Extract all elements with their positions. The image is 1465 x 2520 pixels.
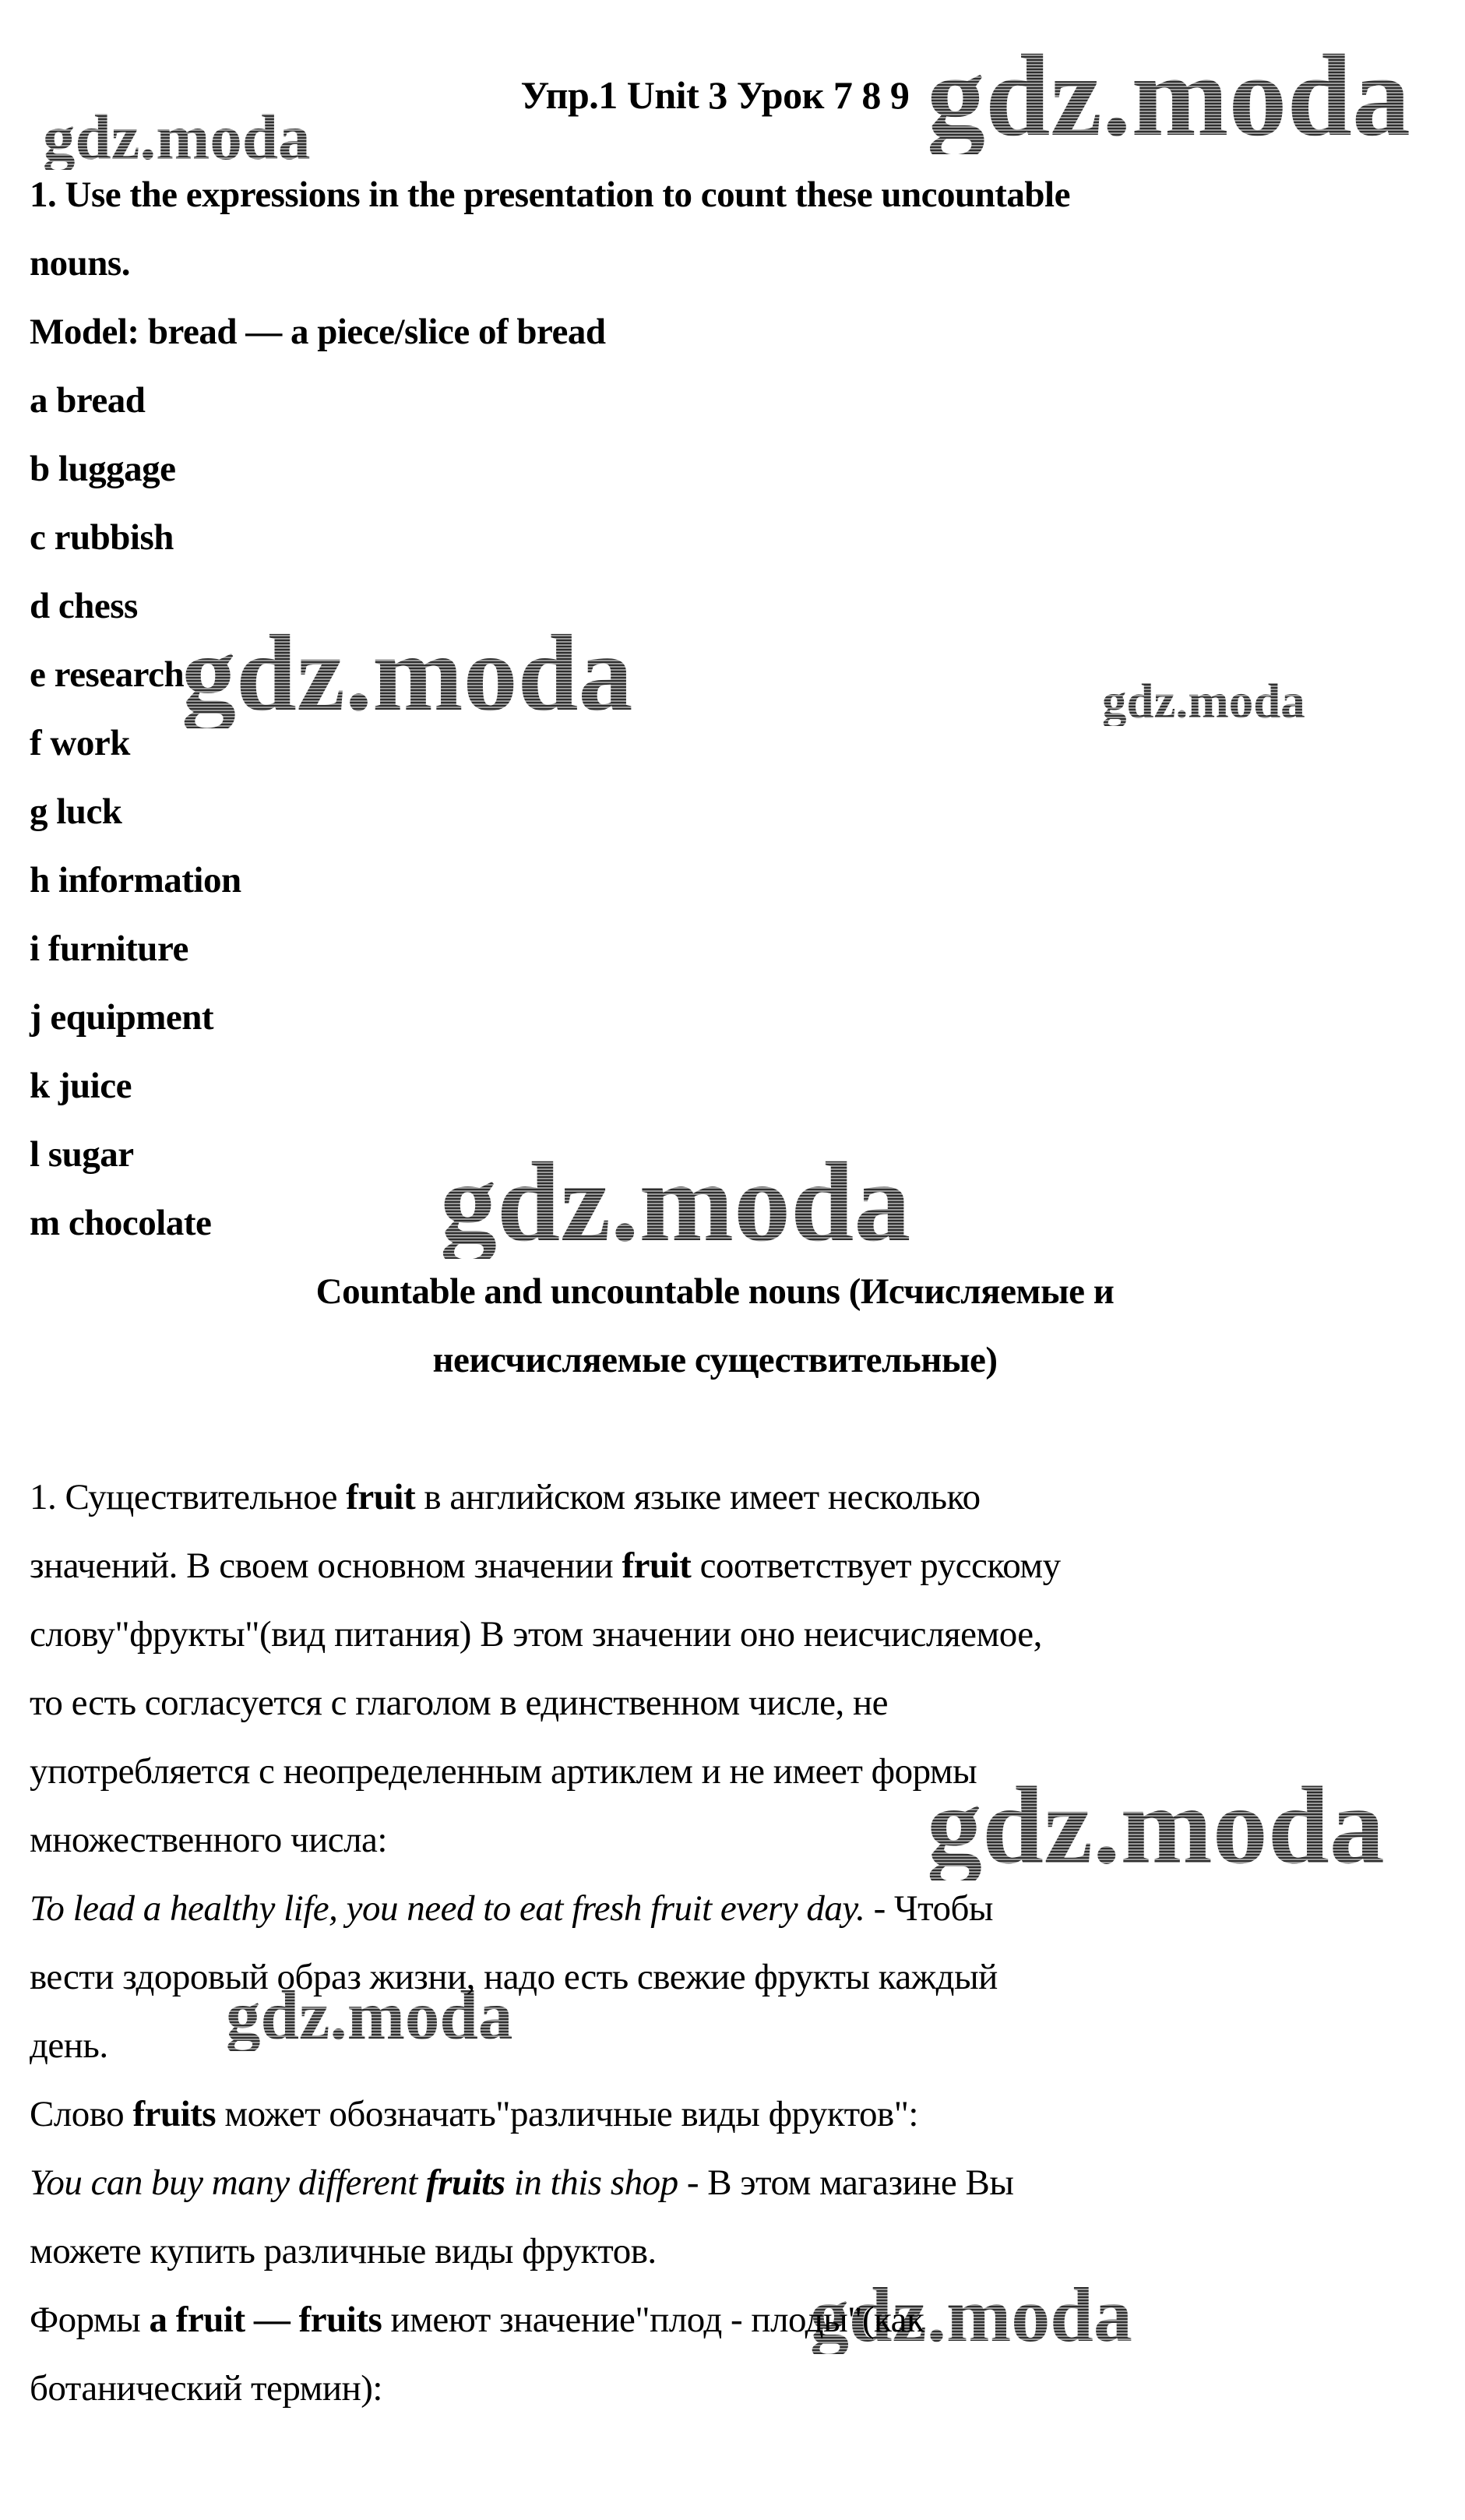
- text-run: You can buy many different: [30, 2162, 427, 2203]
- text-run: то есть согласуется с глаголом в единственном числе, не: [30, 1683, 888, 1723]
- text-line: [30, 1806, 1400, 1874]
- text-run: d chess: [30, 586, 138, 626]
- text-run: Формы: [30, 2300, 150, 2340]
- watermark-gdz-moda: gdz.moda: [440, 1139, 911, 1265]
- watermark-gdz-moda: gdz.moda: [810, 2272, 1132, 2358]
- text-run: b luggage: [30, 449, 176, 489]
- text-run: Model: bread — a piece/slice of bread: [30, 312, 606, 352]
- text-run: m chocolate: [30, 1203, 212, 1243]
- text-run: i furniture: [30, 929, 188, 969]
- text-line: [30, 366, 1400, 435]
- text-run: - Чтобы: [865, 1888, 994, 1929]
- text-run: множественного числа:: [30, 1820, 387, 1860]
- text-line: [30, 1257, 1400, 1326]
- watermark-gdz-moda: gdz.moda: [927, 31, 1410, 160]
- watermark-gdz-moda: gdz.moda: [927, 1764, 1385, 1887]
- text-line: [30, 435, 1400, 503]
- document-content: [30, 160, 1400, 2423]
- text-run: соответствует русскому: [691, 1545, 1061, 1586]
- text-run: употребляется с неопределенным артиклем и не имеет формы: [30, 1751, 977, 1792]
- text-line: [30, 1737, 1400, 1806]
- blank-line: [30, 1394, 1400, 1463]
- text-line: [30, 1600, 1400, 1669]
- text-run: in this shop: [505, 2162, 678, 2203]
- text-line: [30, 1874, 1400, 1943]
- text-run: a fruit — fruits: [149, 2300, 382, 2340]
- text-line: [30, 2217, 1400, 2286]
- text-line: [30, 2354, 1400, 2423]
- text-run: можете купить различные виды фруктов.: [30, 2231, 657, 2272]
- text-line: [30, 1531, 1400, 1600]
- watermark-gdz-moda: gdz.moda: [226, 1978, 513, 2054]
- text-line: [30, 503, 1400, 572]
- text-run: 1. Use the expressions in the presentation to count these uncountable: [30, 174, 1070, 215]
- text-run: f work: [30, 723, 130, 763]
- text-run: e research: [30, 654, 185, 695]
- text-run: fruits: [132, 2094, 217, 2134]
- text-line: [30, 160, 1400, 229]
- text-run: вести здоровый образ жизни, надо есть свежие фрукты каждый: [30, 1957, 998, 1997]
- text-run: fruit: [346, 1477, 416, 1517]
- text-line: [30, 709, 1400, 777]
- text-line: [30, 298, 1400, 366]
- text-line: [30, 2080, 1400, 2148]
- text-run: c rubbish: [30, 517, 174, 558]
- text-line: [30, 915, 1400, 983]
- text-run: l sugar: [30, 1134, 134, 1175]
- watermark-gdz-moda: gdz.moda: [181, 613, 633, 734]
- text-line: [30, 1326, 1400, 1394]
- text-run: может обозначать"различные виды фруктов":: [216, 2094, 918, 2134]
- text-run: имеют значение"плод - плоды"(как: [382, 2300, 924, 2340]
- text-line: [30, 1052, 1400, 1120]
- text-run: g luck: [30, 791, 122, 832]
- text-run: Countable and uncountable nouns (Исчисляемые и: [315, 1271, 1115, 1312]
- text-run: 1. Существительное: [30, 1477, 347, 1517]
- text-run: h information: [30, 860, 241, 901]
- text-run: fruits: [426, 2162, 505, 2203]
- text-run: ботанический термин):: [30, 2368, 382, 2409]
- text-line: [30, 2148, 1400, 2217]
- text-line: [30, 2011, 1400, 2080]
- text-run: k juice: [30, 1066, 132, 1106]
- watermark-gdz-moda: gdz.moda: [43, 101, 311, 173]
- page-title: Упр.1 Unit 3 Урок 7 8 9: [520, 73, 910, 117]
- text-line: [30, 1669, 1400, 1737]
- watermark-gdz-moda: gdz.moda: [1102, 674, 1305, 728]
- text-line: [30, 2286, 1400, 2354]
- text-run: день.: [30, 2025, 108, 2066]
- text-run: - В этом магазине Вы: [678, 2162, 1014, 2203]
- text-line: [30, 983, 1400, 1052]
- text-line: [30, 1463, 1400, 1531]
- text-line: [30, 640, 1400, 709]
- text-run: a bread: [30, 380, 146, 421]
- text-run: nouns.: [30, 243, 130, 284]
- text-run: To lead a healthy life, you need to eat fresh fruit every day.: [30, 1888, 865, 1929]
- text-run: Слово: [30, 2094, 133, 2134]
- text-run: значений. В своем основном значении: [30, 1545, 622, 1586]
- text-run: j equipment: [30, 997, 214, 1038]
- text-line: [30, 1943, 1400, 2011]
- text-line: [30, 1189, 1400, 1257]
- text-line: [30, 229, 1400, 298]
- text-line: [30, 572, 1400, 640]
- text-line: [30, 1120, 1400, 1189]
- text-run: fruit: [622, 1545, 692, 1586]
- text-run: в английском языке имеет несколько: [415, 1477, 981, 1517]
- text-run: слову"фрукты"(вид питания) В этом значении оно неисчисляемое,: [30, 1614, 1042, 1655]
- text-line: [30, 846, 1400, 915]
- text-line: [30, 777, 1400, 846]
- text-run: неисчисляемые существительные): [432, 1340, 998, 1380]
